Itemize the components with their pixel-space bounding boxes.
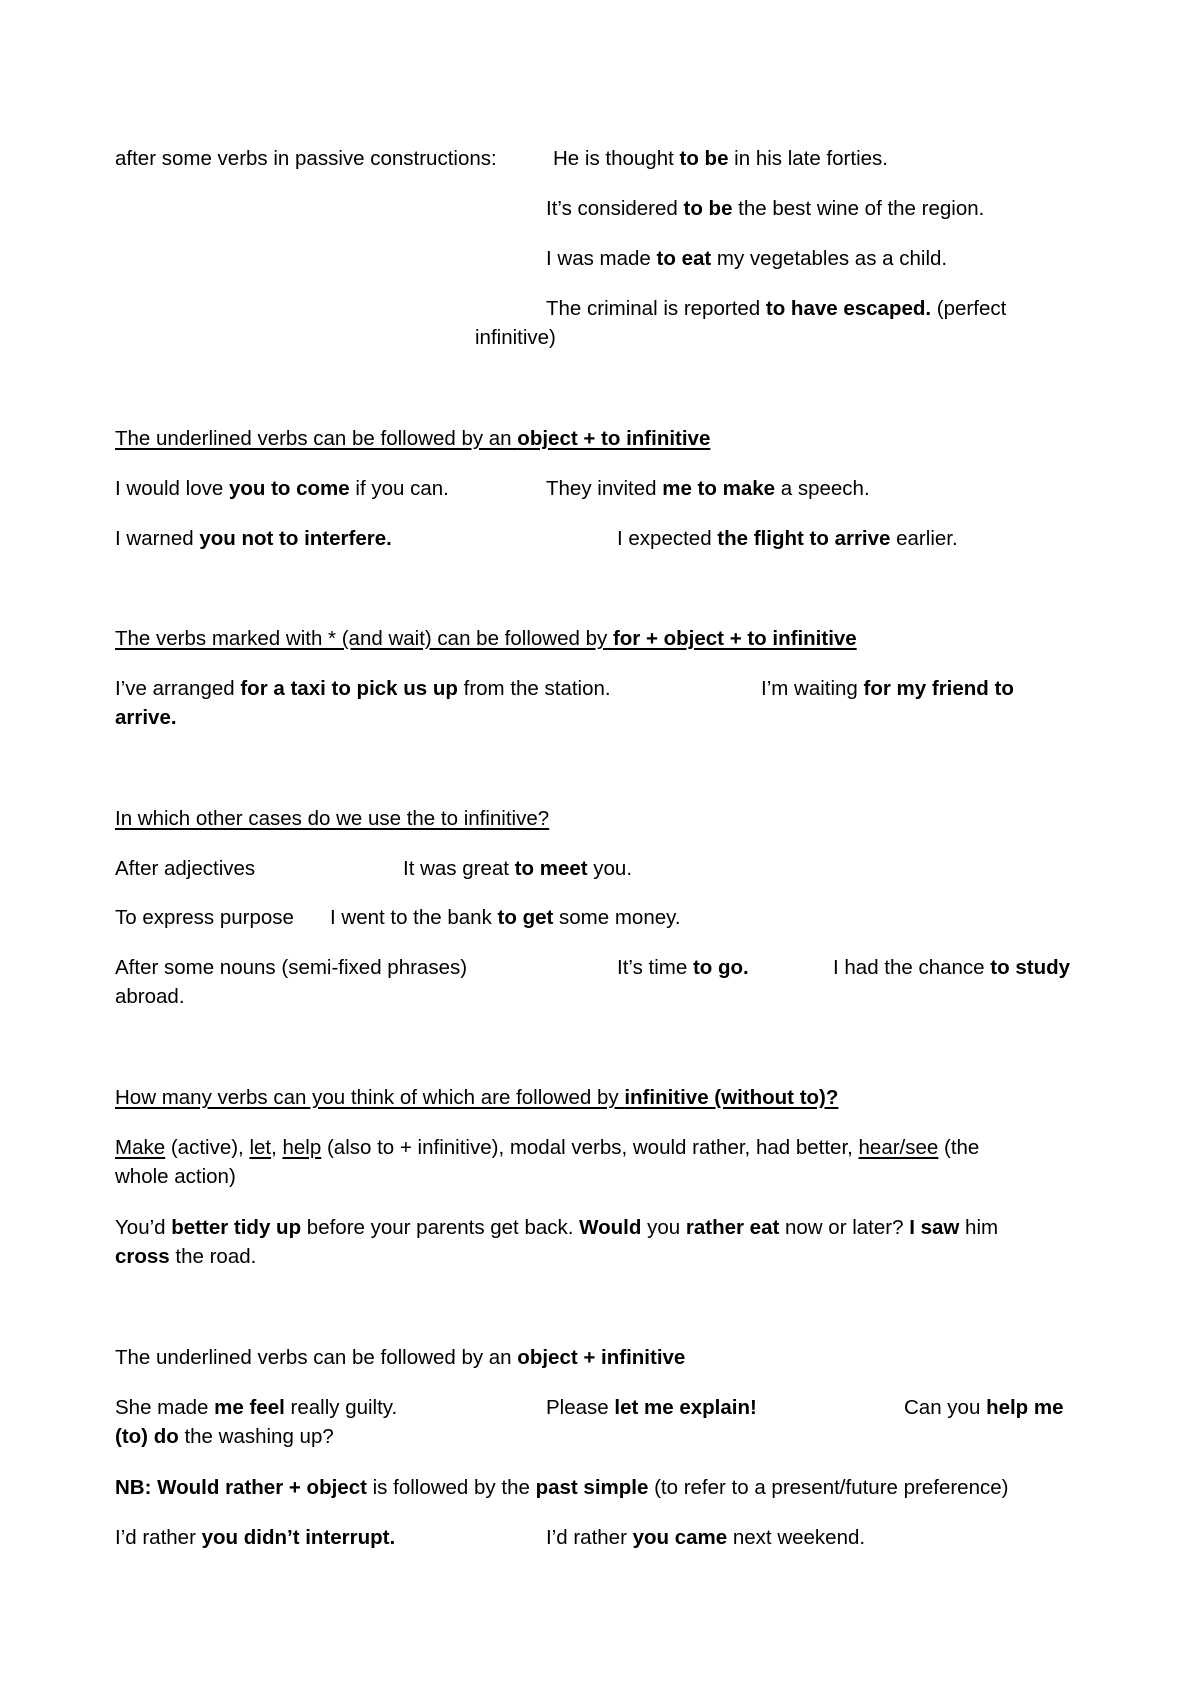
text: It was great: [403, 857, 515, 880]
bold-text: me to make: [662, 477, 776, 500]
text: next weekend.: [727, 1526, 866, 1549]
text: (also to + infinitive), modal verbs, would rather, had better,: [321, 1136, 859, 1159]
text: (the: [938, 1136, 980, 1159]
case-label: After adjectives: [115, 857, 256, 880]
bold-text: Would: [579, 1216, 642, 1239]
text: I warned: [115, 527, 200, 550]
text: (perfect: [931, 297, 1007, 320]
example-sentence-cont: [115, 1422, 334, 1451]
bold-text: to meet: [514, 857, 588, 880]
underlined-verb: let: [249, 1136, 272, 1159]
underlined-verb: hear/see: [858, 1136, 939, 1159]
bold-text: rather eat: [685, 1216, 780, 1239]
bold-text: for my friend to: [863, 677, 1014, 700]
text: I expected: [617, 527, 718, 550]
example-sentence-cont: [115, 703, 177, 732]
example-sentence: [115, 1523, 395, 1552]
text: really guilty.: [284, 1396, 398, 1419]
case-label: After some nouns (semi-fixed phrases): [115, 956, 468, 979]
bold-text: I saw: [909, 1216, 960, 1239]
example-sentence: [115, 674, 611, 703]
text: The underlined verbs can be followed by an: [115, 1346, 518, 1369]
example-sentence: [546, 1523, 865, 1552]
bold-text: you not to interfere.: [199, 527, 392, 550]
case-label: To express purpose: [115, 906, 294, 929]
example-sentence: [833, 953, 1070, 982]
text: It’s considered: [546, 197, 684, 220]
nb-note: [115, 1473, 1008, 1502]
text: They invited: [546, 477, 663, 500]
example-sentence: [403, 854, 632, 883]
example-sentence-cont: [115, 1242, 256, 1271]
passive-label: after some verbs in passive constructions:: [115, 147, 497, 170]
text: The underlined verbs can be followed by an: [115, 427, 518, 450]
text: I’d rather: [546, 1526, 633, 1549]
bold-text: me feel: [214, 1396, 285, 1419]
example-sentence: [330, 903, 681, 932]
bold-text: help me: [986, 1396, 1064, 1419]
text: the road.: [169, 1245, 257, 1268]
bold-text: better tidy up: [171, 1216, 302, 1239]
bold-text: to be: [679, 147, 729, 170]
text: (active),: [165, 1136, 250, 1159]
bold-text: to get: [497, 906, 554, 929]
text: is followed by the: [366, 1476, 536, 1499]
example-sentence: [546, 474, 870, 503]
passive-example-4-cont: infinitive): [475, 326, 556, 349]
text: my vegetables as a child.: [711, 247, 948, 270]
text: You’d: [115, 1216, 172, 1239]
text: in his late forties.: [728, 147, 888, 170]
bold-text: NB:: [115, 1476, 158, 1499]
section-heading: [115, 1343, 685, 1372]
example-sentence: [904, 1393, 1064, 1422]
text: some money.: [553, 906, 681, 929]
example-sentence: [617, 524, 958, 553]
text: now or later?: [779, 1216, 910, 1239]
bold-text: to be: [683, 197, 733, 220]
text: She made: [115, 1396, 215, 1419]
bold-text: past simple: [535, 1476, 649, 1499]
text: I was made: [546, 247, 657, 270]
example-sentence: [617, 953, 749, 982]
bold-text: to have escaped.: [765, 297, 932, 320]
text: if you can.: [349, 477, 449, 500]
text: ,: [271, 1136, 283, 1159]
example-sentence-cont: abroad.: [115, 985, 185, 1008]
section-heading: [115, 424, 710, 453]
bold-text: to go.: [692, 956, 749, 979]
section-heading: [115, 1083, 838, 1112]
passive-example-1: [553, 144, 888, 173]
text: the best wine of the region.: [732, 197, 985, 220]
bold-text: cross: [115, 1245, 170, 1268]
bold-text: object + to infinitive: [517, 427, 711, 450]
text: I’d rather: [115, 1526, 202, 1549]
bold-text: to eat: [656, 247, 712, 270]
example-sentence: [115, 524, 392, 553]
bold-text: you came: [632, 1526, 728, 1549]
text: the washing up?: [178, 1425, 334, 1448]
bold-text: Would rather + object: [157, 1476, 367, 1499]
bold-text: for a taxi to pick us up: [240, 677, 458, 700]
passive-example-3: [546, 244, 947, 273]
bold-text: infinitive (without to)?: [624, 1086, 839, 1109]
passive-example-2: [546, 194, 984, 223]
text: How many verbs can you think of which are followed by: [115, 1086, 625, 1109]
text: (to refer to a present/future preference): [648, 1476, 1009, 1499]
text: The verbs marked with * (and wait) can be followed by: [115, 627, 613, 650]
verb-list-cont: whole action): [115, 1165, 236, 1188]
verb-list: [115, 1133, 979, 1162]
section-heading: [115, 624, 857, 653]
text: him: [959, 1216, 999, 1239]
bold-text: you to come: [228, 477, 350, 500]
passive-example-4: [546, 294, 1006, 323]
text: I had the chance: [833, 956, 991, 979]
section-heading: In which other cases do we use the to infinitive?: [115, 807, 550, 830]
example-sentence: [115, 474, 449, 503]
example-sentence: [761, 674, 1014, 703]
example-sentence: [115, 1213, 998, 1242]
bold-text: to study: [990, 956, 1071, 979]
bold-text: the flight to arrive: [717, 527, 891, 550]
bold-text: (to) do: [115, 1425, 179, 1448]
example-sentence: [115, 1393, 397, 1422]
text: from the station.: [457, 677, 611, 700]
bold-text: arrive.: [115, 706, 177, 729]
underlined-verb: Make: [115, 1136, 166, 1159]
example-sentence: [546, 1393, 757, 1422]
text: I’m waiting: [761, 677, 864, 700]
text: a speech.: [775, 477, 870, 500]
bold-text: let me explain!: [614, 1396, 757, 1419]
bold-text: you didn’t interrupt.: [201, 1526, 396, 1549]
text: earlier.: [890, 527, 958, 550]
text: The criminal is reported: [546, 297, 766, 320]
bold-text: object + infinitive: [517, 1346, 686, 1369]
text: Please: [546, 1396, 615, 1419]
text: you: [641, 1216, 686, 1239]
text: He is thought: [553, 147, 680, 170]
text: I would love: [115, 477, 229, 500]
text: It’s time: [617, 956, 693, 979]
text: Can you: [904, 1396, 987, 1419]
text: before your parents get back.: [301, 1216, 580, 1239]
text: I’ve arranged: [115, 677, 241, 700]
bold-text: for + object + to infinitive: [612, 627, 857, 650]
text: you.: [587, 857, 633, 880]
text: I went to the bank: [330, 906, 498, 929]
underlined-verb: help: [282, 1136, 322, 1159]
